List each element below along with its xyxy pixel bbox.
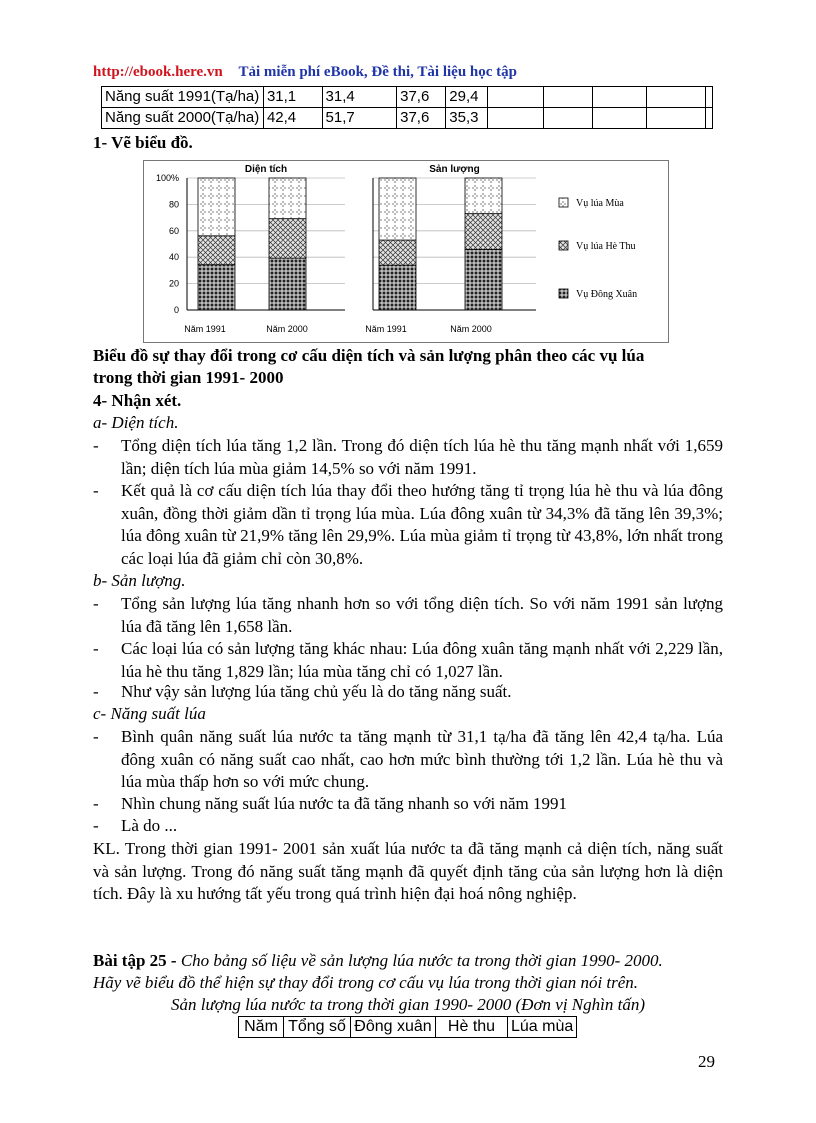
bar-segment xyxy=(269,219,306,258)
list-item xyxy=(93,815,723,838)
y-tick-label: 20 xyxy=(168,278,179,289)
list-dash: - xyxy=(93,727,99,746)
table-cell: 37,6 xyxy=(397,108,446,129)
table-cell xyxy=(593,108,647,129)
table-cell xyxy=(543,87,592,108)
list-item xyxy=(93,638,723,683)
list-dash: - xyxy=(93,816,99,835)
y-tick-label: 40 xyxy=(168,252,179,263)
bar-segment xyxy=(269,258,306,310)
table-cell: Năng suất 2000(Tạ/ha) xyxy=(102,108,264,129)
list-item-text: Tổng diện tích lúa tăng 1,2 lần. Trong đó diện tích lúa hè thu tăng mạnh nhất với 1,659 lần; diện tích lúa mùa giảm 14,5% so với năm 1991. xyxy=(121,436,723,478)
table-row xyxy=(102,108,713,129)
list-item xyxy=(93,681,723,704)
x-tick-label: Năm 1991 xyxy=(365,324,407,334)
list-item xyxy=(93,793,723,816)
table-cell xyxy=(647,108,706,129)
subheading-b: b- Sản lượng. xyxy=(93,571,186,590)
legend-swatch xyxy=(559,289,568,298)
table-cell: 51,7 xyxy=(322,108,397,129)
x-tick-label: Năm 1991 xyxy=(184,324,226,334)
bar-segment xyxy=(465,214,502,250)
chart-title: Diện tích xyxy=(244,164,288,175)
list-dash: - xyxy=(93,794,99,813)
table-cell xyxy=(543,108,592,129)
yield-table xyxy=(101,86,713,129)
y-tick-label: 60 xyxy=(168,225,179,236)
table-cell xyxy=(706,108,713,129)
table-cell: 42,4 xyxy=(263,108,322,129)
list-item-text: Nhìn chung năng suất lúa nước ta đã tăng nhanh so với năm 1991 xyxy=(121,794,567,813)
list-item-text: Như vậy sản lượng lúa tăng chủ yếu là do tăng năng suất. xyxy=(121,682,512,701)
bar-segment xyxy=(465,249,502,310)
bar-segment xyxy=(379,178,416,240)
table-cell xyxy=(487,87,543,108)
exercise-25 xyxy=(93,950,723,973)
column-header: Đông xuân xyxy=(351,1017,436,1038)
table-cell: 35,3 xyxy=(446,108,488,129)
list-item xyxy=(93,480,723,570)
list-dash: - xyxy=(93,594,99,613)
column-header: Lúa mùa xyxy=(508,1017,577,1038)
table-cell: 31,1 xyxy=(263,87,322,108)
legend-swatch xyxy=(559,198,568,207)
bar-segment xyxy=(379,240,416,265)
table-cell: 29,4 xyxy=(446,87,488,108)
chart-title: Sản lượng xyxy=(429,164,480,175)
list-item-text: Kết quả là cơ cấu diện tích lúa thay đổi theo hướng tăng tỉ trọng lúa hè thu và lúa đông xuân, đồng thời giảm dần tỉ trọng lúa mùa. Lúa đông xuân từ 34,3% đã tăng lên 39,3%; lúa đông xuân từ 21,9% tăng lên 29,9%. Lúa mùa giảm tỉ trọng từ 43,8%, lớn nhất trong các loại lúa đã giảm chỉ còn 30,8%. xyxy=(121,481,723,568)
list-dash: - xyxy=(93,682,99,701)
x-tick-label: Năm 2000 xyxy=(266,324,308,334)
list-dash: - xyxy=(93,481,99,500)
bar-segment xyxy=(379,265,416,310)
exercise-25-text: Cho bảng số liệu về sản lượng lúa nước ta trong thời gian 1990- 2000. xyxy=(176,951,663,970)
table-cell: 37,6 xyxy=(397,87,446,108)
x-tick-label: Năm 2000 xyxy=(450,324,492,334)
list-item-text: Là do ... xyxy=(121,816,178,835)
section-4-heading: 4- Nhận xét. xyxy=(93,391,182,410)
bar-segment xyxy=(198,236,235,265)
list-dash: - xyxy=(93,639,99,658)
list-item xyxy=(93,435,723,480)
subheading-a: a- Diện tích. xyxy=(93,413,179,432)
table-2-title: Sản lượng lúa nước ta trong thời gian 1990- 2000 (Đơn vị Nghìn tấn) xyxy=(171,995,645,1014)
table-cell: Năng suất 1991(Tạ/ha) xyxy=(102,87,264,108)
list-item-text: Bình quân năng suất lúa nước ta tăng mạnh từ 31,1 tạ/ha đã tăng lên 42,4 tạ/ha. Lúa đông xuân có năng suất cao nhất, cao hơn mức bình thường tới 1,2 lần. Lúa hè thu và lúa mùa thấp hơn so với mức chung. xyxy=(121,727,723,791)
legend-label: Vụ lúa Hè Thu xyxy=(576,241,636,252)
page-header xyxy=(93,64,517,81)
bar-segment xyxy=(269,178,306,219)
column-header: Năm xyxy=(239,1017,284,1038)
conclusion-paragraph: KL. Trong thời gian 1991- 2001 sản xuất lúa nước ta đã tăng mạnh cả diện tích, năng suất và sản lượng. Trong đó năng suất tăng mạnh đã quyết định tăng của sản lượng hơn là diện tích. Đây là xu hướng tất yếu trong quá trình hiện đại hoá nông nghiệp. xyxy=(93,839,723,903)
exercise-25-instruction: Hãy vẽ biểu đồ thể hiện sự thay đổi trong cơ cấu vụ lúa trong thời gian nói trên. xyxy=(93,973,639,992)
table-cell xyxy=(647,87,706,108)
list-dash: - xyxy=(93,436,99,455)
header-url[interactable]: http://ebook.here.vn xyxy=(93,64,223,80)
column-header: Hè thu xyxy=(436,1017,508,1038)
legend-swatch xyxy=(559,241,568,250)
legend-label: Vụ lúa Mùa xyxy=(576,198,624,209)
chart-caption-line-1: Biểu đồ sự thay đổi trong cơ cấu diện tích và sản lượng phân theo các vụ lúa xyxy=(93,346,645,365)
stacked-bar-chart xyxy=(143,160,669,343)
chart-caption-line-2: trong thời gian 1991- 2000 xyxy=(93,368,284,387)
table-cell xyxy=(706,87,713,108)
bar-segment xyxy=(198,178,235,236)
subheading-c: c- Năng suất lúa xyxy=(93,704,206,723)
page-number: 29 xyxy=(698,1052,715,1071)
y-tick-label: 100% xyxy=(155,173,179,183)
table-cell xyxy=(487,108,543,129)
chart-svg xyxy=(143,160,669,343)
list-item xyxy=(93,726,723,794)
table-cell: 31,4 xyxy=(322,87,397,108)
column-header: Tổng số xyxy=(284,1017,351,1038)
list-item-text: Các loại lúa có sản lượng tăng khác nhau: Lúa đông xuân tăng mạnh nhất với 2,229 lần, lúa hè thu tăng 1,829 lần; lúa mùa tăng chỉ có 1,027 lần. xyxy=(121,639,723,681)
bar-segment xyxy=(198,265,235,310)
production-table xyxy=(238,1016,577,1038)
legend-label: Vụ Đông Xuân xyxy=(576,289,638,300)
list-item-text: Tổng sản lượng lúa tăng nhanh hơn so với tổng diện tích. So với năm 1991 sản lượng lúa đã tăng lên 1,658 lần. xyxy=(121,594,723,636)
exercise-25-label: Bài tập 25 - xyxy=(93,951,177,970)
section-1-heading: 1- Vẽ biểu đồ. xyxy=(93,133,193,152)
y-tick-label: 80 xyxy=(168,199,179,210)
table-row xyxy=(102,87,713,108)
y-tick-label: 0 xyxy=(173,305,179,315)
table-header-row xyxy=(239,1017,577,1038)
table-cell xyxy=(593,87,647,108)
list-item xyxy=(93,593,723,638)
header-slogan: Tải miễn phí eBook, Đề thi, Tài liệu học tập xyxy=(238,64,517,80)
bar-segment xyxy=(465,178,502,214)
